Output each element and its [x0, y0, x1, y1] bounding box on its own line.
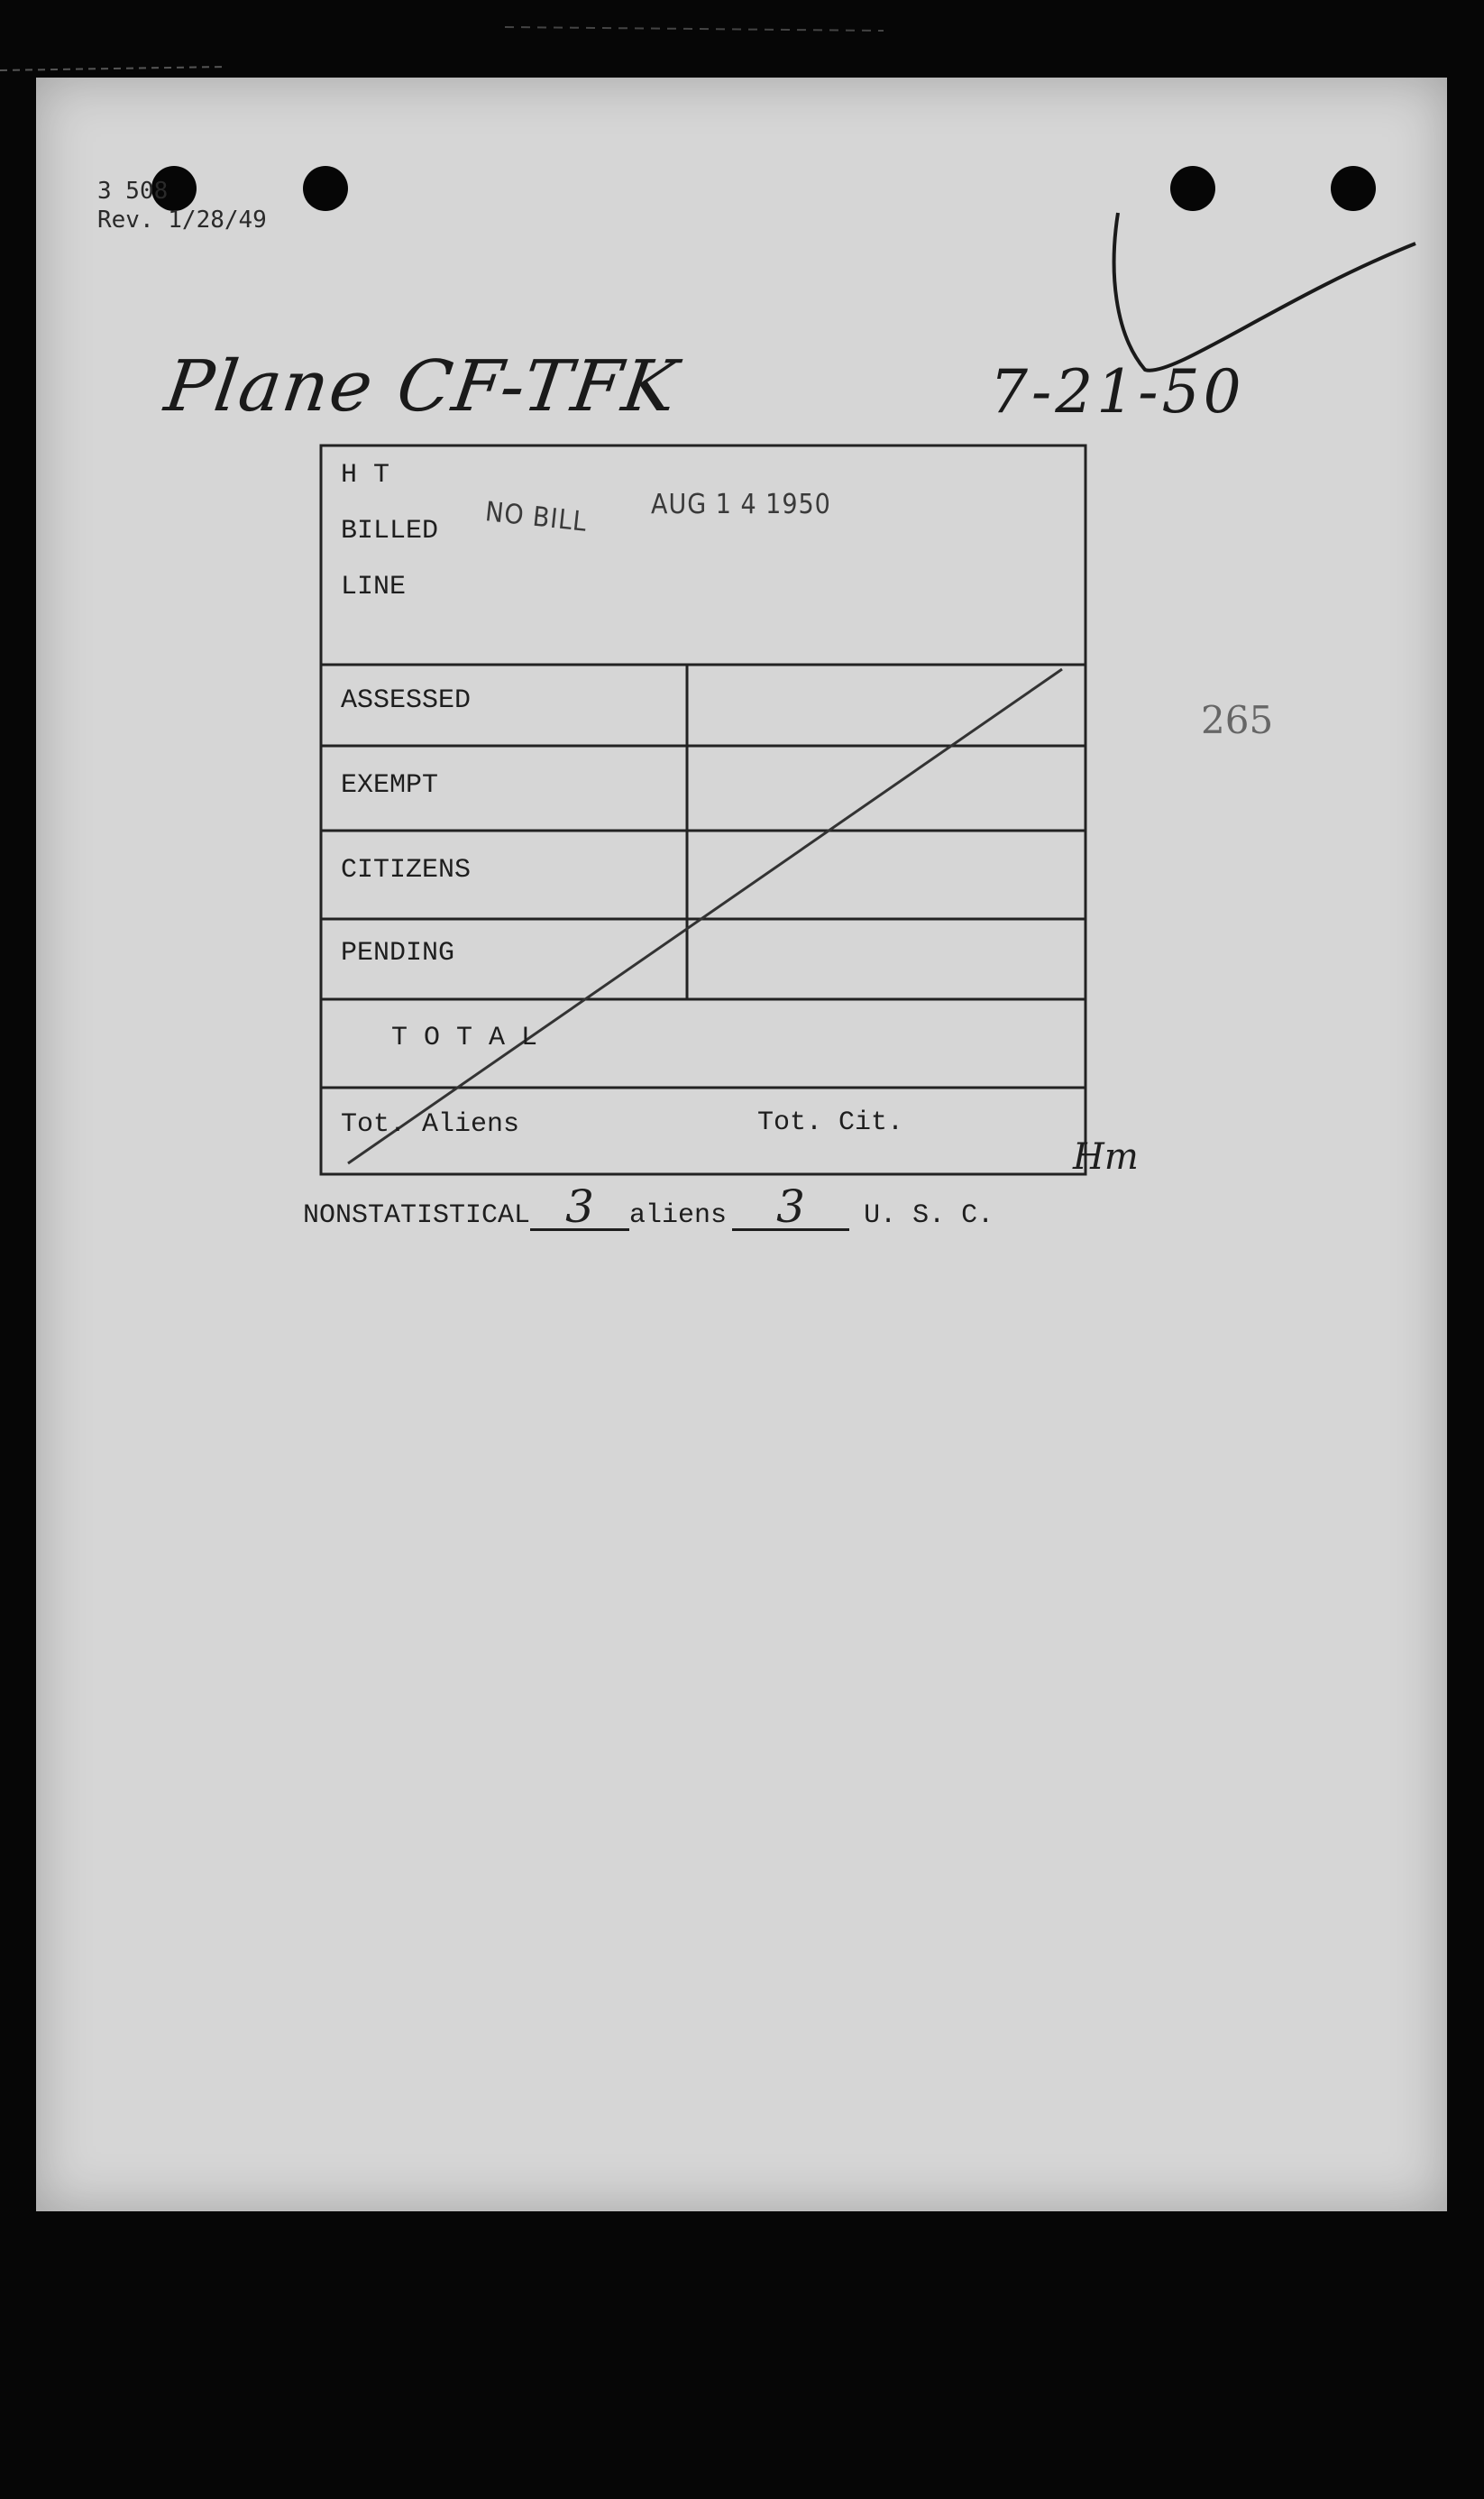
row-label: ASSESSED — [341, 685, 472, 716]
aliens-label: aliens — [629, 1200, 728, 1231]
usc-count: 3 — [732, 1187, 849, 1231]
form-revision: Rev. 1/28/49 — [97, 207, 267, 234]
label-line: LINE — [341, 572, 407, 602]
no-bill-stamp: NO BILL — [483, 496, 590, 538]
cancel-line — [348, 669, 1062, 1163]
nonstatistical-label: NONSTATISTICAL — [303, 1200, 531, 1231]
page-number: 265 — [1201, 698, 1274, 742]
handwritten-date: 7-21-50 — [990, 357, 1245, 427]
form-code-line: 3 508 — [97, 178, 169, 205]
total-label: T O T A L — [391, 1023, 538, 1053]
plane-label: Plane CF-TFK — [160, 346, 683, 427]
row-label: PENDING — [341, 938, 455, 969]
date-stamp: AUG 1 4 1950 — [651, 489, 831, 520]
total-aliens-label: Tot. Aliens — [341, 1109, 520, 1140]
checkmark — [1114, 213, 1415, 371]
total-citizens-label: Tot. Cit. — [757, 1107, 904, 1138]
label-billed: BILLED — [341, 516, 439, 547]
nonstatistical-row — [303, 1181, 994, 1233]
handwritten-initials: Hm — [1073, 1136, 1139, 1178]
aliens-count: 3 — [530, 1187, 629, 1231]
row-label: CITIZENS — [341, 855, 472, 886]
usc-label: U. S. C. — [864, 1200, 994, 1231]
label-ht: H T — [341, 460, 390, 491]
row-label: EXEMPT — [341, 770, 439, 801]
